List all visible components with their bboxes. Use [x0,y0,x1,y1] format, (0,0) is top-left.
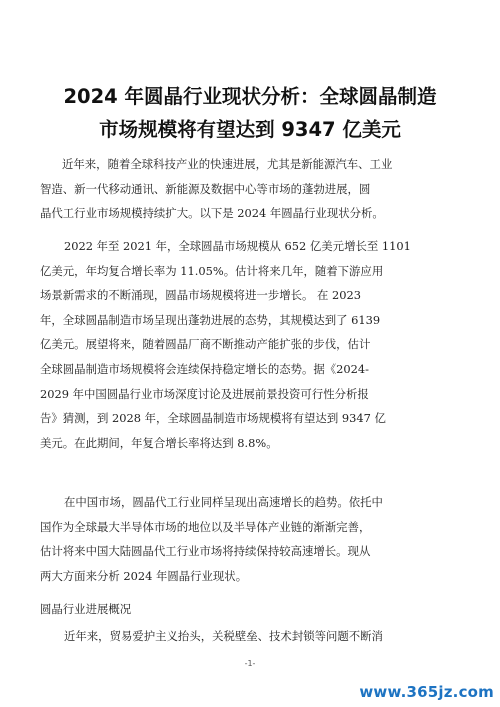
paragraph-line: 亿美元，年均复合增长率为 11.05%。估计将来几年，随着下游应用 [40,263,384,278]
paragraph-line: 智造、新一代移动通讯、新能源及数据中心等市场的蓬勃进展，圆 [40,181,371,196]
paragraph-intro [40,152,442,226]
paragraph-line: 近年来，随着全球科技产业的快速进展，尤其是新能源汽车、工业 [62,157,393,171]
paragraph-line: 美元。在此期间，年复合增长率将达到 8.8%。 [40,435,278,450]
paragraph-line: 告》猜测，到 2028 年，全球圆晶制造市场规模将有望达到 9347 亿 [40,411,386,426]
title-line-1: 2024 年圆晶行业现状分析：全球圆晶制造 [63,85,437,108]
paragraph-line: 亿美元。展望将来，随着圆晶厂商不断推动产能扩张的步伐，估计 [40,337,371,352]
paragraph-china-market [40,490,442,588]
site-watermark: www.365jz.com [359,683,494,701]
paragraph-line: 在中国市场，圆晶代工行业同样呈现出高速增长的趋势。依托中 [64,495,383,509]
paragraph-line: 估计将来中国大陆圆晶代工行业市场将持续保持较高速增长。现从 [40,544,371,559]
paragraph-line: 晶代工行业市场规模持续扩大。以下是 2024 年圆晶行业现状分析。 [40,206,384,221]
paragraph-line: 年，全球圆晶制造市场呈现出蓬勃进展的态势，其规模达到了 6139 [40,312,381,327]
document-title [40,80,460,146]
paragraph-line: 近年来，贸易爱护主义抬头，关税壁垒、技术封锁等问题不断消 [64,629,383,643]
paragraph-line: 全球圆晶制造市场规模将会连续保持稳定增长的态势。据《2024- [40,361,369,376]
section-heading: 圆晶行业进展概况 [40,602,132,616]
paragraph-line: 场景新需求的不断涌现，圆晶市场规模将进一步增长。 在 2023 [40,288,361,303]
paragraph-line: 两大方面来分析 2024 年圆晶行业现状。 [40,568,248,583]
paragraph-line: 2029 年中国圆晶行业市场深度讨论及进展前景投资可行性分析报 [40,386,369,401]
paragraph-overview [62,624,442,649]
title-line-2: 市场规模将有望达到 9347 亿美元 [99,118,401,141]
paragraph-line: 2022 年至 2021 年，全球圆晶市场规模从 652 亿美元增长至 1101 [64,239,411,253]
page-number: -1- [244,659,256,668]
paragraph-market-size [40,234,442,455]
paragraph-line: 国作为全球最大半导体市场的地位以及半导体产业链的渐渐完善， [40,519,371,534]
